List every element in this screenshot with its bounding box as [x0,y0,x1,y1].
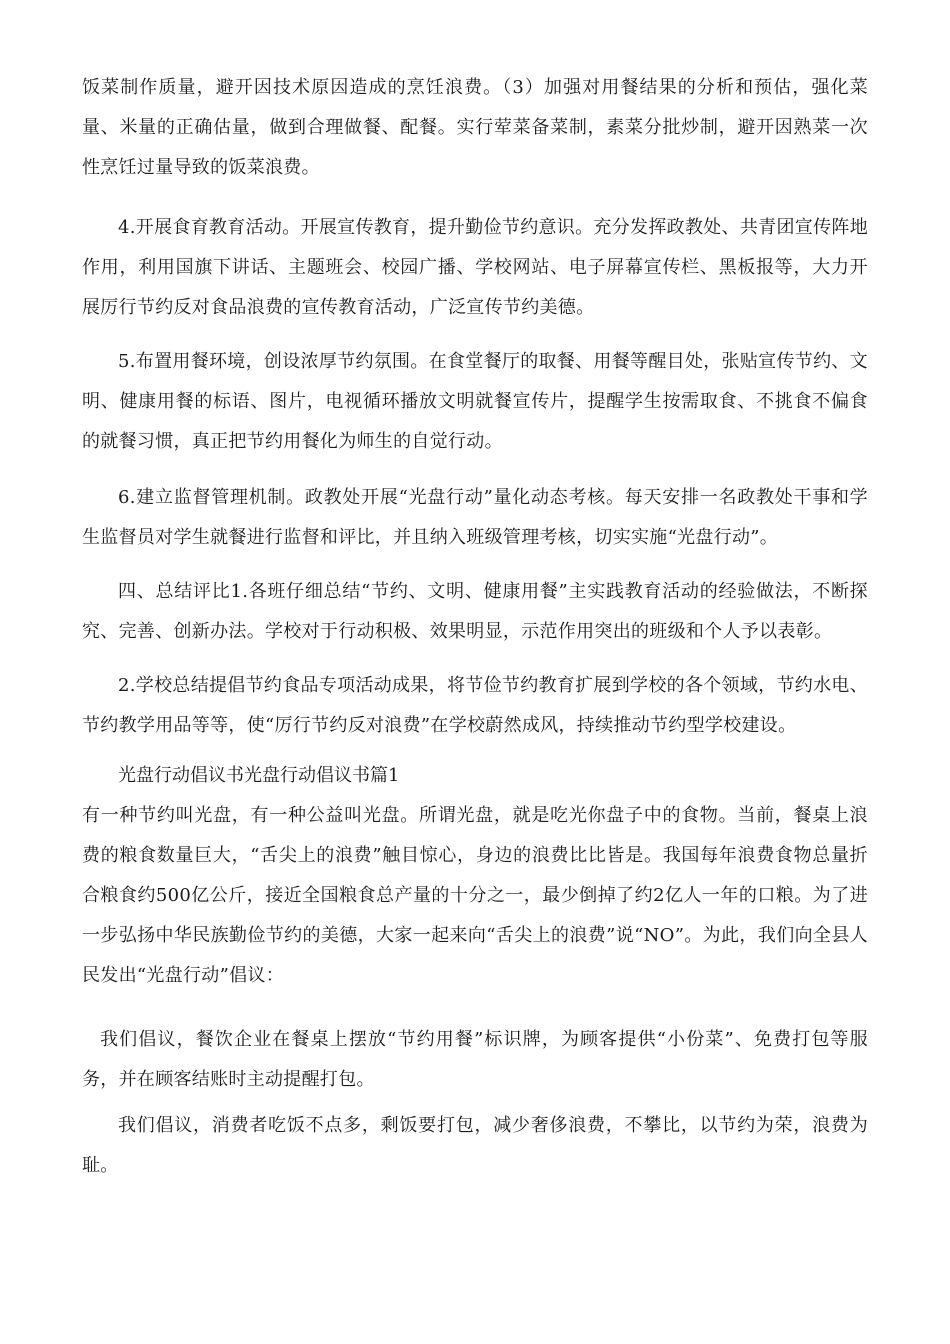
paragraph-school-summary: 2.学校总结提倡节约食品专项活动成果，将节俭节约教育扩展到学校的各个领域，节约水电、节约教学用品等等，使“厉行节约反对浪费”在学校蔚然成风，持续推动节约型学校建设。 [82,675,868,736]
paragraph-cooking-waste: 饭菜制作质量，避开因技术原因造成的烹饪浪费。（3）加强对用餐结果的分析和预估，强化菜量、米量的正确估量，做到合理做餐、配餐。实行荤菜备菜制，素菜分批炒制，避开因熟菜一次性烹饪过量导致的饭菜浪费。 [82,77,868,178]
paragraph-supervision: 6.建立监督管理机制。政教处开展“光盘行动”量化动态考核。每天安排一名政教处干事和学生监督员对学生就餐进行监督和评比，并且纳入班级管理考核，切实实施“光盘行动”。 [82,487,868,548]
section-title: 光盘行动倡议书光盘行动倡议书篇1 [118,765,400,786]
paragraph-summary-evaluation: 四、总结评比1.各班仔细总结“节约、文明、健康用餐”主实践教育活动的经验做法，不断探究、完善、创新办法。学校对于行动积极、效果明显，示范作用突出的班级和个人予以表彰。 [82,581,868,642]
paragraph-restaurant-proposal: 我们倡议，餐饮企业在餐桌上摆放“节约用餐”标识牌，为顾客提供“小份菜”、免费打包等服务，并在顾客结账时主动提醒打包。 [82,1029,868,1090]
paragraph-food-education: 4.开展食育教育活动。开展宣传教育，提升勤俭节约意识。充分发挥政教处、共青团宣传阵地作用，利用国旗下讲话、主题班会、校园广播、学校网站、电子屏幕宣传栏、黑板报等，大力开展厉行节约反对食品浪费的宣传教育活动，广泛宣传节约美德。 [82,217,868,318]
paragraph-consumer-proposal: 我们倡议，消费者吃饭不点多，剩饭要打包，减少奢侈浪费，不攀比，以节约为荣，浪费为耻。 [82,1115,868,1176]
paragraph-clean-plate-intro: 有一种节约叫光盘，有一种公益叫光盘。所谓光盘，就是吃光你盘子中的食物。当前，餐桌上浪费的粮食数量巨大，“舌尖上的浪费”触目惊心，身边的浪费比比皆是。我国每年浪费食物总量折合粮食约500亿公斤，接近全国粮食总产量的十分之一，最少倒掉了约2亿人一年的口粮。为了进一步弘扬中华民族勤俭节约的美德，大家一起来向“舌尖上的浪费”说“NO”。为此，我们向全县人民发出“光盘行动”倡议： [82,805,868,986]
paragraph-dining-environment: 5.布置用餐环境，创设浓厚节约氛围。在食堂餐厅的取餐、用餐等醒目处，张贴宣传节约、文明、健康用餐的标语、图片，电视循环播放文明就餐宣传片，提醒学生按需取食、不挑食不偏食的就餐习惯，真正把节约用餐化为师生的自觉行动。 [82,351,868,452]
